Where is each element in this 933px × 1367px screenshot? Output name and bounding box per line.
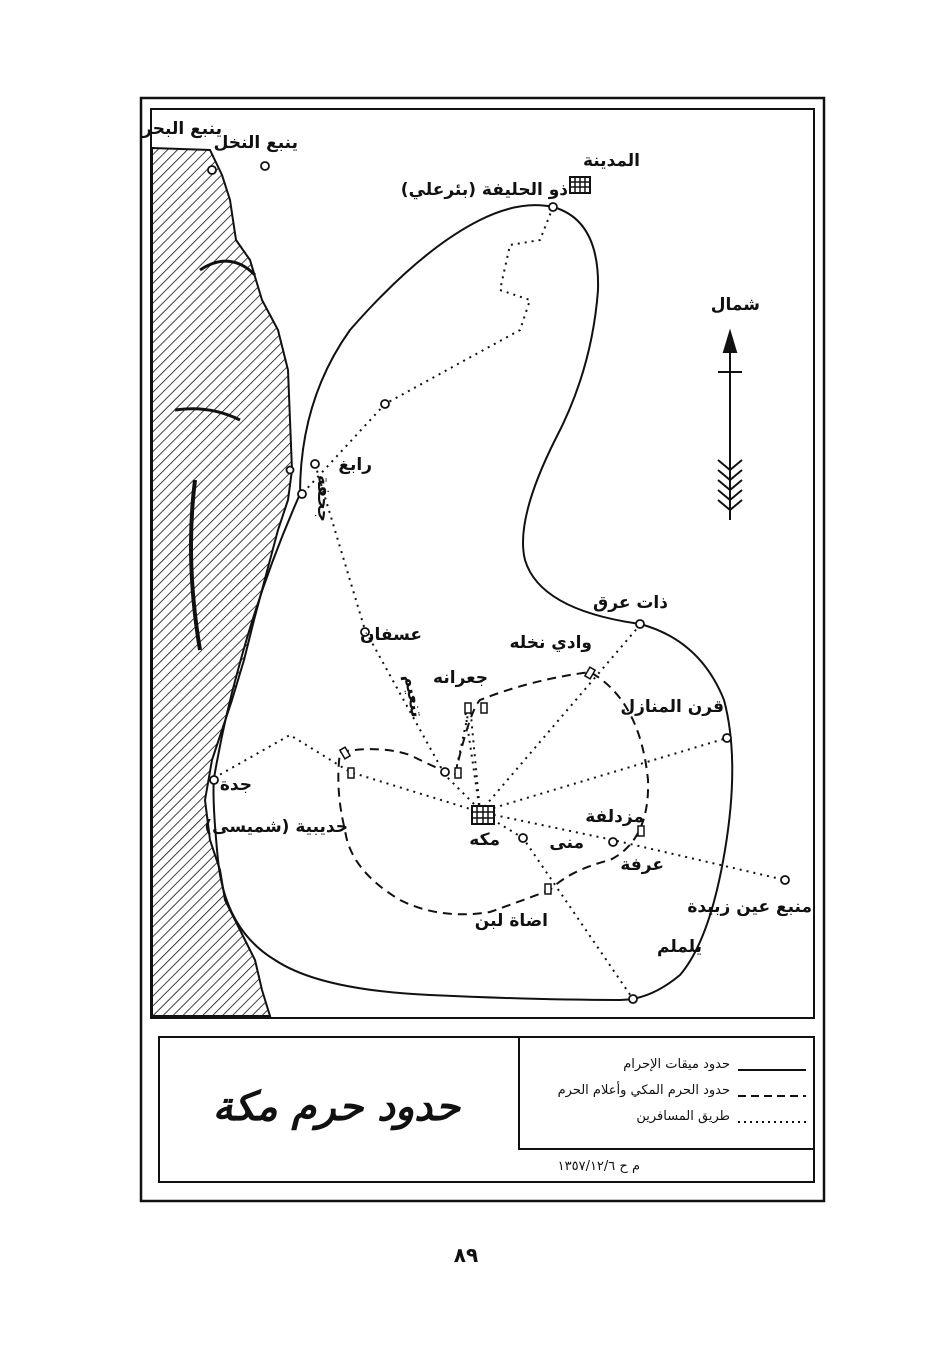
madinah-block xyxy=(570,177,590,193)
label-hudaybiyah: حديبية (شميسى) xyxy=(204,817,348,837)
label-adat-libn: اضاة لبن xyxy=(474,911,548,931)
travel-routes xyxy=(214,207,785,999)
legend xyxy=(558,1057,806,1124)
page-number: ٨٩ xyxy=(453,1243,479,1267)
label-wadi-nakhlah: وادي نخله xyxy=(509,633,592,653)
north-arrow-icon xyxy=(718,332,742,520)
label-yanbu-bahr: ينبع البحر xyxy=(142,119,222,139)
label-usfan: عسفان xyxy=(359,625,422,645)
map-date: م ح ١٣٥٧/١٢/٦ xyxy=(557,1159,640,1174)
label-qarn-manazil: قرن المنازل xyxy=(620,697,724,717)
map-points xyxy=(208,162,789,1003)
legend-route: طريق المسافرين xyxy=(636,1109,730,1124)
label-dhul-hulayfah: ذو الحليفة (بئرعلي) xyxy=(400,180,568,200)
label-rabigh: رابغ xyxy=(338,455,372,475)
label-muzdalifah: مزدلفة xyxy=(585,807,644,827)
makkah-block xyxy=(472,806,494,824)
label-mina: منى xyxy=(549,833,584,853)
label-yalamlam: يلملم xyxy=(657,937,702,957)
label-jeddah: جدة xyxy=(219,775,252,795)
label-ayn-zubaydah: منبع عين زبيدة xyxy=(687,897,812,917)
label-juhfah: جحفة xyxy=(313,474,333,522)
label-dhat-irq: ذات عرق xyxy=(593,593,668,613)
legend-haram: حدود الحرم المكي وأعلام الحرم xyxy=(557,1083,730,1098)
label-arafah: عرفة xyxy=(620,855,664,875)
label-madinah: المدينة xyxy=(582,151,640,171)
legend-miqat: حدود ميقات الإحرام xyxy=(623,1057,730,1072)
label-makkah: مكه xyxy=(469,830,500,850)
label-yanbu-nakhl: ينبع النخل xyxy=(213,133,298,153)
haram-markers xyxy=(340,667,644,894)
label-jiranah: جعرانه xyxy=(433,668,488,688)
label-tanim: تنعيم xyxy=(399,672,427,719)
map-title: حدود حرم مكة xyxy=(212,1084,460,1130)
haram-boundary xyxy=(338,672,648,914)
label-north: شمال xyxy=(710,295,760,315)
